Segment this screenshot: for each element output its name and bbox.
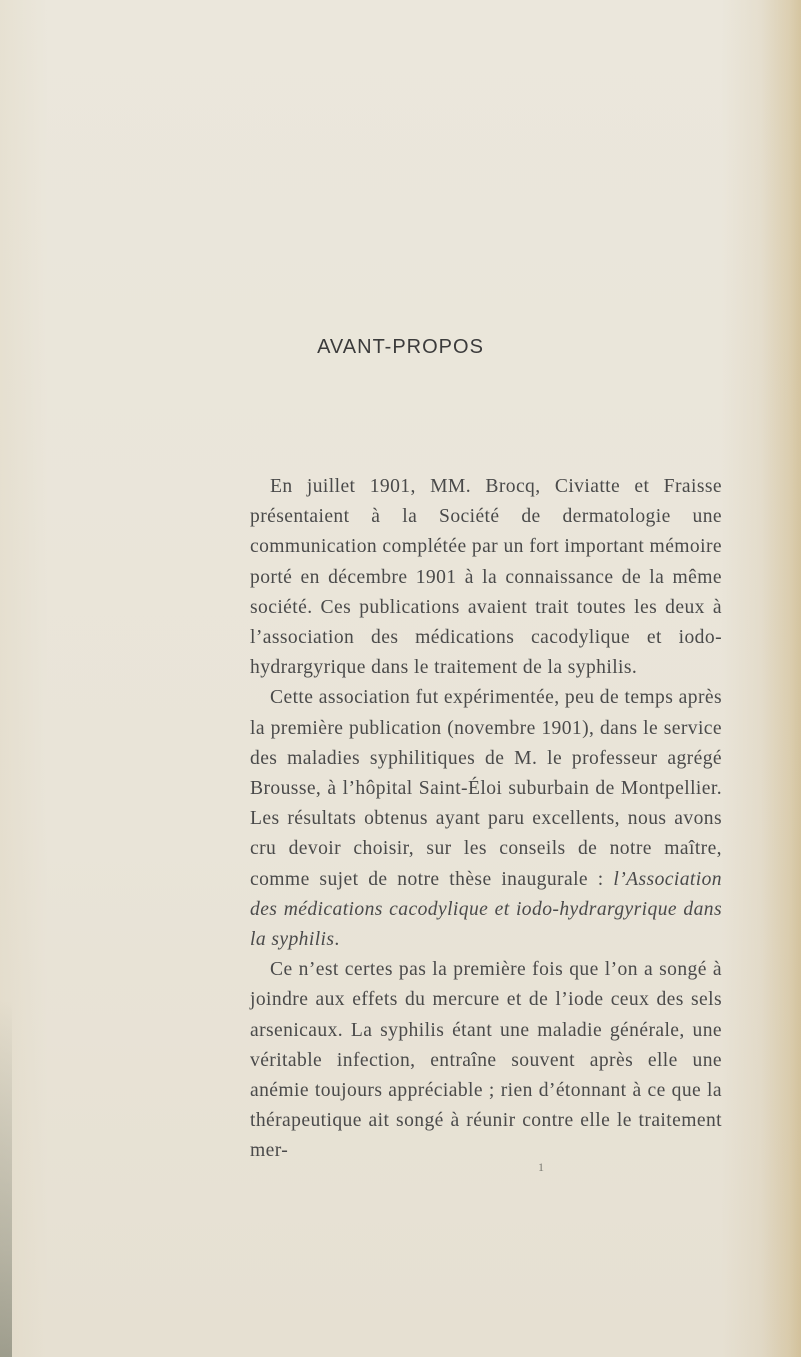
paragraph-2 (250, 683, 722, 955)
paragraph-3: Ce n’est certes pas la première fois que l’on a songé à joindre aux effets du mercure et de l’iode ceux des sels arsenicaux. La syphilis étant une maladie générale, une véritable infection, entraîne souvent après elle une anémie toujours appréciable ; rien d’étonnant à ce que la thérapeutique ait songé à réunir contre elle le traitement mer- (250, 959, 722, 1162)
page-title: AVANT-PROPOS (317, 336, 484, 358)
thesis-title-italic: l’Association des médications cacodylique et iodo-hydrargyrique dans la syphilis (250, 868, 722, 951)
signature-mark: 1 (538, 1160, 544, 1174)
page-edge-shadow-left (0, 1000, 12, 1357)
paragraph-2-text: Cette association fut expérimentée, peu de temps après la première publication (novembre 1901), dans le service des maladies syphilitiques de M. le professeur agrégé Brousse, à l’hôpital Saint-Éloi suburbain de Montpellier. Les résultats obtenus ayant paru excellents, nous avons cru devoir choisir, sur les conseils de notre maître, comme sujet de notre thèse inaugurale : (250, 687, 722, 890)
body-text (250, 472, 722, 1167)
paragraph-2-end: . (334, 929, 340, 951)
paragraph-1: En juillet 1901, MM. Brocq, Civiatte et Fraisse présentaient à la Société de dermatologie une communication complétée par un fort important mémoire porté en décembre 1901 à la connaissance de la même société. Ces publications avaient trait toutes les deux à l’association des médications cacodylique et iodo-hydrargyrique dans le traitement de la syphilis. (250, 476, 722, 679)
page-edge-shadow-right (761, 0, 801, 1357)
